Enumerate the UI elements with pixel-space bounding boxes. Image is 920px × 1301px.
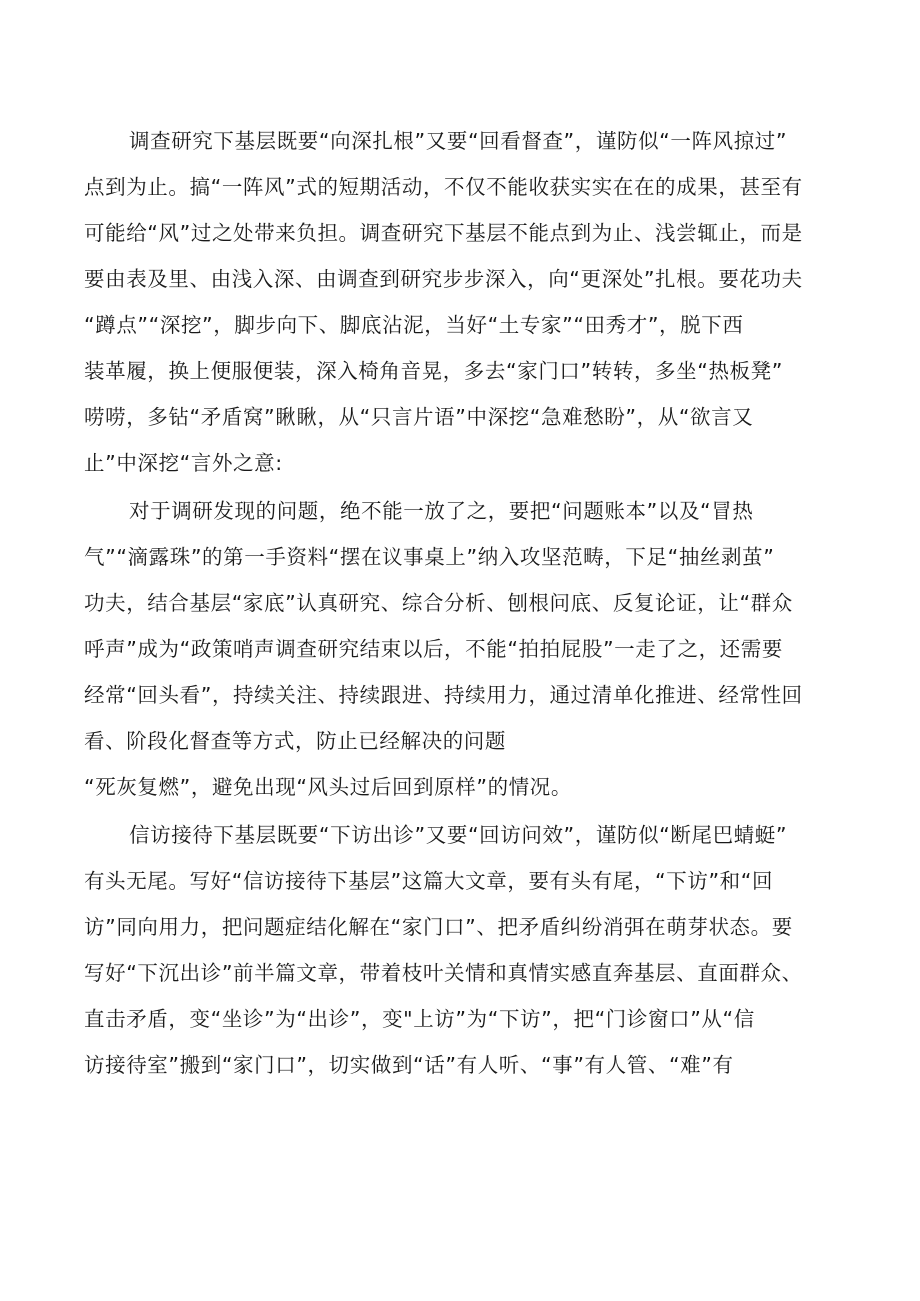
text-line: 气”“滴露珠”的第一手资料“摆在议事桌上”纳入攻坚范畴，下足“抽丝剥茧”: [84, 545, 775, 569]
text-line: 可能给“风”过之处带来负担。调查研究下基层不能点到为止、浅尝辄止，而是: [84, 221, 803, 245]
paragraph-research-deepening: [84, 118, 854, 486]
text-line: 访接待室”搬到“家门口”，切实做到“话”有人听、“事”有人管、“难”有: [84, 1053, 734, 1077]
text-line: 点到为止。搞“一阵风”式的短期活动，不仅不能收获实实在在的成果，甚至有: [84, 175, 803, 199]
text-line: 直击矛盾，变“坐诊”为“出诊”，变"上访”为“下访”，把“门诊窗口”从“信: [84, 1007, 755, 1031]
document-body: [84, 118, 854, 1088]
text-line: 经常“回头看”，持续关注、持续跟进、持续用力，通过清单化推进、经常性回: [84, 683, 803, 707]
text-line: 访”同向用力，把问题症结化解在“家门口”、把矛盾纠纷消弭在萌芽状态。要: [84, 915, 793, 939]
paragraph-petition-reception: [84, 812, 854, 1088]
paragraph-problem-followup: [84, 488, 854, 810]
text-line: 功夫，结合基层“家底”认真研究、综合分析、刨根问底、反复论证，让“群众: [84, 591, 793, 615]
text-line: 唠唠，多钻“矛盾窝”瞅瞅，从“只言片语”中深挖“急难愁盼”，从“欲言又: [84, 405, 754, 429]
text-line: 装革履，换上便服便装，深入椅角音晃，多去“家门口”转转，多坐“热板凳”: [84, 359, 783, 383]
text-line: 写好“下沉出诊”前半篇文章，带着枝叶关情和真情实感直奔基层、直面群众、: [84, 961, 803, 985]
text-line: 信访接待下基层既要“下访出诊”又要“回访问效”，谨防似“断尾巴蜻蜓”: [129, 823, 788, 847]
text-line: 调查研究下基层既要“向深扎根”又要“回看督查”，谨防似“一阵风掠过”: [129, 129, 788, 153]
text-line: “死灰复燃”，避免出现“风头过后回到原样”的情况。: [84, 775, 572, 799]
text-line: 有头无尾。写好“信访接待下基层”这篇大文章，要有头有尾，“下访”和“回: [84, 869, 774, 893]
text-line: 看、阶段化督查等方式，防止已经解决的问题: [84, 729, 506, 753]
text-line: 对于调研发现的问题，绝不能一放了之，要把“问题账本”以及“冒热: [129, 499, 754, 523]
text-line: 呼声”成为“政策哨声调查研究结束以后，不能“拍拍屁股”一走了之，还需要: [84, 637, 783, 661]
text-line: 止”中深挖“言外之意:: [84, 451, 283, 475]
text-line: 要由表及里、由浅入深、由调查到研究步步深入，向“更深处”扎根。要花功夫: [84, 267, 803, 291]
text-line: “蹲点”“深挖”，脚步向下、脚底沾泥，当好“土专家”“田秀才”，脱下西: [84, 313, 744, 337]
